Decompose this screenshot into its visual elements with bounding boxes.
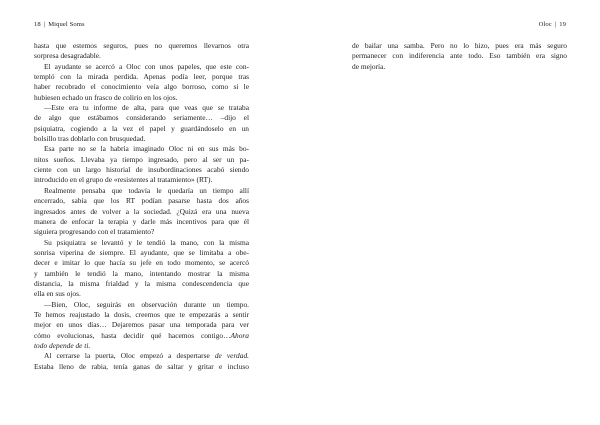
text-line: distancia, la misma frialdad y la misma condescendencia que [34,278,249,288]
text-line: ingresados antes de volver a la sociedad. ¿Quizá era una nueva [34,206,249,216]
text-line: sorpresa desagradable. [34,51,101,61]
book-title: Oloc [538,21,552,28]
text-line: Realmente pensaba que todavía le quedaría un tiempo allí [44,185,249,195]
text-line: siguiera progresando con el tratamiento? [34,227,155,237]
left-running-head [34,21,85,28]
text-line: sonrisa viperina de siempre. El ayudante, que se limitaba a obe- [34,247,249,257]
text-line: Esa parte no se la habría imaginado Oloc ni en sus más bo- [44,144,249,154]
right-running-head [539,21,566,28]
right-page [300,0,600,425]
text-line [34,351,249,361]
text-line: de algo que estábamos considerando seriamente… –dijo el [34,113,249,123]
text-line: haber recobrado el conocimiento veía algo borroso, como si le [34,82,249,92]
text-line: ciente con un largo historial de insubordinaciones acabó siendo [34,165,249,175]
text-line: hasta que estemos seguros, pues no queremos llevarnos otra [34,41,249,50]
text-line: El ayudante se acercó a Oloc con unos papeles, que este con- [44,61,249,71]
text-line: manera de enfocar la terapia y darle más incentivos para que él [34,216,249,226]
text-line: introducido en el grupo de «resistentes al tratamiento» (RT). [34,175,213,185]
italic-text: todo depende de ti. [34,340,91,350]
right-body-text [352,41,567,72]
text-line: encerrado, sabía que los RT podían pasarse hasta dos años [34,196,249,206]
text-line: psiquiatra, cogiendo a la vez el papel y guardándoselo en un [34,123,249,133]
text-line: Estaba lleno de rabia, tenía ganas de saltar y gritar e incluso [34,361,249,371]
text-line [34,341,249,351]
text-line: —Bien, Oloc, seguirás en observación durante un tiempo. [44,299,249,309]
italic-text: de verdad. [214,351,249,361]
text-line: hubiesen echado un frasco de colirio en los ojos. [34,92,178,102]
text-line: ella en sus ojos. [34,289,81,299]
left-header-separator: | [43,21,46,28]
text-segment: Al cerrarse la puerta, Oloc empezó a despertarse [44,351,210,361]
text-line: Te hemos reajustado la dosis, creemos que te empezarás a sentir [34,309,249,319]
book-author: Miquel Soms [48,21,85,28]
text-line [34,331,249,341]
text-line: templó con la mirada perdida. Apenas podía leer, porque tras [34,72,249,82]
left-page-number: 18 [34,21,41,28]
right-page-number: 19 [559,21,566,28]
text-line: —Este era tu informe de alta, para que veas que se trataba [44,103,249,113]
text-line: decer e imitar lo que hacía su jefe en todo momento, se acercó [34,258,249,268]
text-line: y también le tendió la mano, intentando mostrar la misma [34,268,249,278]
text-line: nitos sueños. Llevaba ya tiempo ingresado, pero al ser un pa- [34,154,249,164]
text-segment: cómo evolucionas, hasta decidir qué hacemos contigo… [34,330,231,340]
text-line: Su psiquiatra se levantó y le tendió la mano, con la misma [44,237,249,247]
left-body-text [34,41,249,372]
text-line: mejor en unos días… Dejaremos pasar una temporada para ver [34,320,249,330]
right-header-separator: | [554,21,557,28]
text-line: bolsillo tras doblarlo con brusquedad. [34,134,146,144]
text-line: permanecer con indiferencia ante todo. Eso también era signo [352,51,567,61]
text-line: de bailar una samba. Pero no lo hizo, pues era más seguro [352,41,567,50]
text-line: de mejoría. [352,61,386,71]
italic-text: Ahora [230,330,249,340]
